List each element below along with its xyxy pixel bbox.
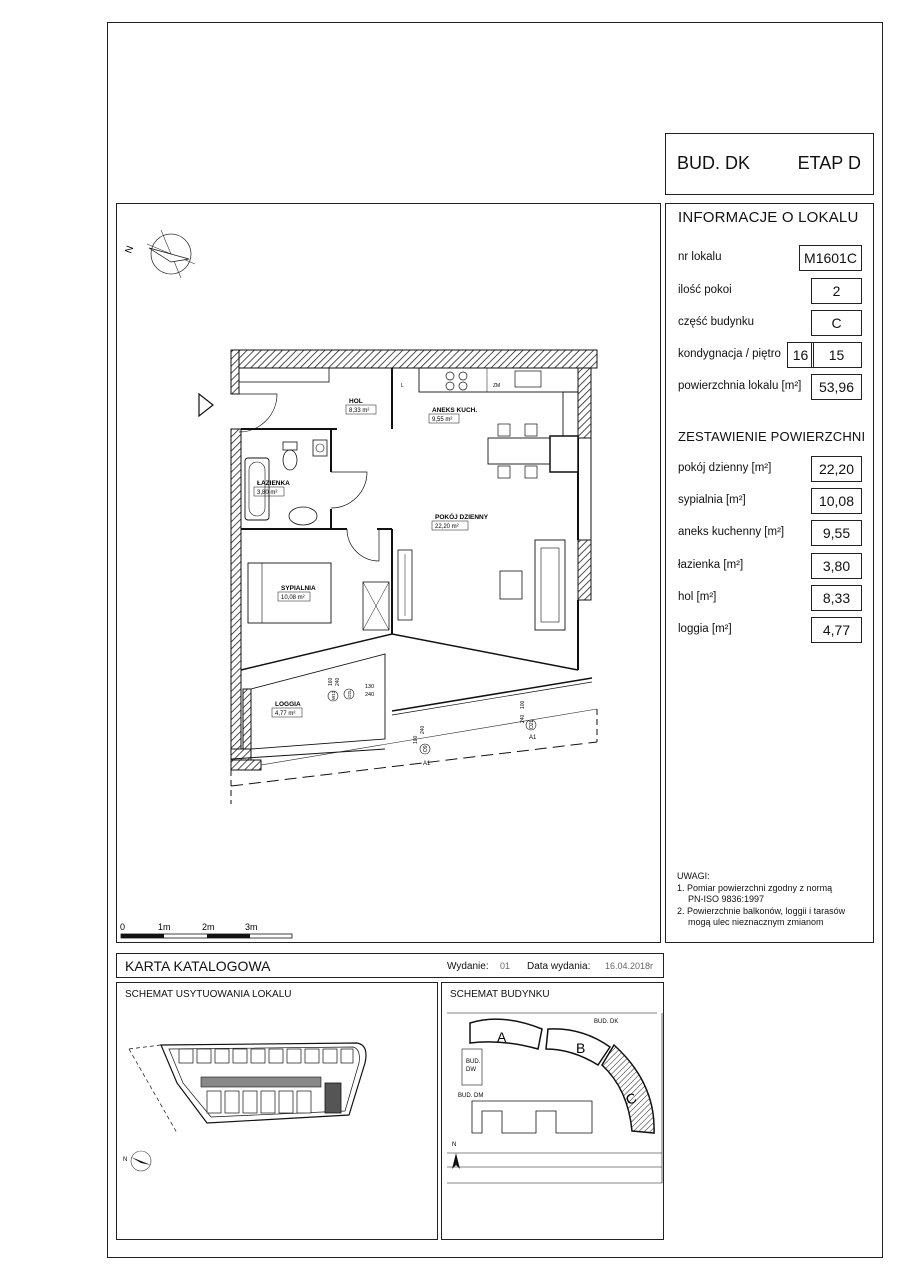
- area-hall-value: 8,33: [811, 585, 862, 611]
- notes-title: UWAGI:: [677, 871, 710, 881]
- building-north-label: N: [452, 1142, 457, 1148]
- rooms-count-label: ilość pokoi: [678, 284, 732, 296]
- apartment-highlight: [325, 1083, 341, 1113]
- dim-3: 160: [328, 677, 334, 686]
- room-name-bedroom: SYPIALNIA: [281, 585, 316, 592]
- building-north-arrow-icon: [452, 1142, 460, 1169]
- total-area-label: powierzchnia lokalu [m²]: [678, 380, 802, 392]
- kitchen-mark-l: L: [401, 383, 404, 389]
- wall-left: [231, 429, 241, 749]
- kitchen-sink-icon: [515, 371, 541, 387]
- floor-label: kondygnacja / piętro: [678, 348, 781, 360]
- dim-2: 240: [365, 692, 375, 698]
- dim-1: 130: [365, 684, 375, 690]
- kitchen-mark-zm: ZM: [493, 383, 501, 389]
- area-bedroom-label: sypialnia [m²]: [678, 494, 746, 506]
- floor-plan-panel: [116, 203, 661, 943]
- building-dw-label-2: DW: [466, 1067, 476, 1073]
- building-c: [602, 1045, 654, 1133]
- dim-5: 100: [413, 735, 419, 744]
- area-living-value: 22,20: [811, 456, 862, 482]
- area-loggia-value: 4,77: [811, 617, 862, 643]
- building-scheme-panel: [441, 982, 664, 1240]
- scheme-north-arrow-icon: [123, 1151, 151, 1171]
- coffee-table-icon: [500, 571, 522, 599]
- dim-4: 240: [335, 677, 341, 686]
- building-dm: [472, 1101, 592, 1133]
- building-c-label: C: [623, 1089, 639, 1108]
- building-part-label: część budynku: [678, 316, 755, 328]
- bathtub-icon: [245, 458, 269, 520]
- cooktop-icon: [446, 372, 454, 380]
- building-scheme-title: SCHEMAT BUDYNKU: [450, 989, 550, 1000]
- north-arrow-icon: [123, 230, 195, 278]
- header-box: [665, 133, 874, 195]
- sofa-icon: [535, 540, 565, 630]
- catalog-card-title: KARTA KATALOGOWA: [125, 958, 271, 974]
- building-dm-label: BUD. DM: [458, 1093, 484, 1099]
- building-scheme-drawing: [442, 983, 665, 1241]
- toilet-icon: [283, 442, 297, 450]
- room-name-kitchen: ANEKS KUCH.: [432, 407, 478, 414]
- wall-top: [231, 350, 597, 368]
- scale-bar: [120, 922, 292, 938]
- wall-left-upper: [231, 350, 239, 394]
- location-scheme-drawing: [117, 983, 439, 1241]
- stage-label: ETAP D: [797, 153, 861, 173]
- edition-label: Wydanie:: [447, 961, 489, 972]
- area-hall-label: hol [m²]: [678, 591, 717, 603]
- room-name-hall: HOL: [349, 398, 363, 405]
- room-area-bedroom: 10,08 m²: [281, 595, 305, 601]
- scale-2m: 2m: [202, 922, 215, 932]
- building-dk-label: BUD. DK: [594, 1019, 619, 1025]
- axis-mark-a1-right: A1: [529, 735, 537, 741]
- area-kitchen-value: 9,55: [811, 520, 862, 546]
- info-panel: [665, 203, 874, 943]
- room-area-bathroom: 3,80 m²: [257, 490, 278, 496]
- area-loggia-label: loggia [m²]: [678, 623, 732, 635]
- apartment-number-value: M1601C: [799, 245, 862, 271]
- wall-right-lower: [578, 540, 591, 600]
- total-area-value: 53,96: [811, 374, 862, 400]
- scale-1m: 1m: [158, 922, 171, 932]
- axis-mark-c1: O9: [423, 745, 429, 752]
- bed-icon: [248, 563, 331, 623]
- room-area-loggia: 4,77 m²: [275, 711, 296, 717]
- date-value: 16.04.2018r: [605, 961, 654, 971]
- room-name-bathroom: ŁAZIENKA: [257, 480, 290, 487]
- dining-table-icon: [488, 438, 550, 464]
- axis-mark-w1: W12: [331, 690, 336, 700]
- loggia-area: [251, 654, 385, 749]
- axis-mark-c2: O2L: [529, 719, 535, 729]
- area-kitchen-label: aneks kuchenny [m²]: [678, 526, 785, 538]
- info-title: INFORMACJE O LOKALU: [678, 209, 859, 226]
- room-name-living: POKÓJ DZIENNY: [435, 514, 489, 521]
- edition-value: 01: [500, 961, 511, 971]
- date-label: Data wydania:: [527, 961, 591, 972]
- entrance-arrow-icon: [199, 394, 213, 416]
- location-scheme-panel: [116, 982, 438, 1240]
- area-bathroom-label: łazienka [m²]: [678, 559, 744, 571]
- building-b-label: B: [576, 1040, 586, 1056]
- room-area-hall: 8,33 m²: [349, 408, 370, 414]
- rooms-count-value: 2: [811, 278, 862, 304]
- scheme-north-label: N: [123, 1157, 128, 1163]
- building-dw-label-1: BUD.: [466, 1059, 481, 1065]
- facade-line: [392, 678, 592, 711]
- scale-3m: 3m: [245, 922, 258, 932]
- wall-right-upper: [578, 368, 591, 438]
- building-part-value: C: [811, 310, 862, 336]
- area-bedroom-value: 10,08: [811, 488, 862, 514]
- floor-plan-drawing: [117, 204, 662, 944]
- notes-line-2: PN-ISO 9836:1997: [688, 894, 765, 904]
- notes-line-4: mogą ulec nieznacznym zmianom: [688, 917, 824, 927]
- axis-mark-w2: O2L: [347, 689, 352, 698]
- dim-7: 100: [520, 700, 526, 709]
- room-name-loggia: LOGGIA: [275, 701, 301, 708]
- areas-title: ZESTAWIENIE POWIERZCHNI: [678, 429, 866, 444]
- sink-icon: [289, 507, 317, 525]
- scale-0: 0: [120, 922, 126, 932]
- floor-value: 15: [811, 342, 862, 368]
- area-bathroom-value: 3,80: [811, 553, 862, 579]
- dim-6: 240: [420, 725, 426, 734]
- notes-line-1: 1. Pomiar powierzchni zgodny z normą: [677, 882, 833, 893]
- notes-line-3: 2. Powierzchnie balkonów, loggii i tarasów: [677, 905, 846, 916]
- notes: [677, 871, 845, 929]
- dim-8: 240: [520, 714, 526, 723]
- room-area-living: 22,20 m²: [435, 524, 459, 530]
- apartment-number-label: nr lokalu: [678, 251, 722, 263]
- area-living-label: pokój dzienny [m²]: [678, 462, 772, 474]
- room-area-kitchen: 9,55 m²: [432, 417, 453, 423]
- storey-value: 16: [787, 342, 814, 368]
- location-scheme-title: SCHEMAT USYTUOWANIA LOKALU: [125, 989, 292, 1000]
- north-label: N: [123, 244, 137, 256]
- axis-mark-a1-left: A1: [423, 761, 431, 767]
- building-label: BUD. DK: [677, 153, 751, 173]
- building-a-label: A: [497, 1029, 507, 1045]
- catalog-card-header: [116, 953, 664, 978]
